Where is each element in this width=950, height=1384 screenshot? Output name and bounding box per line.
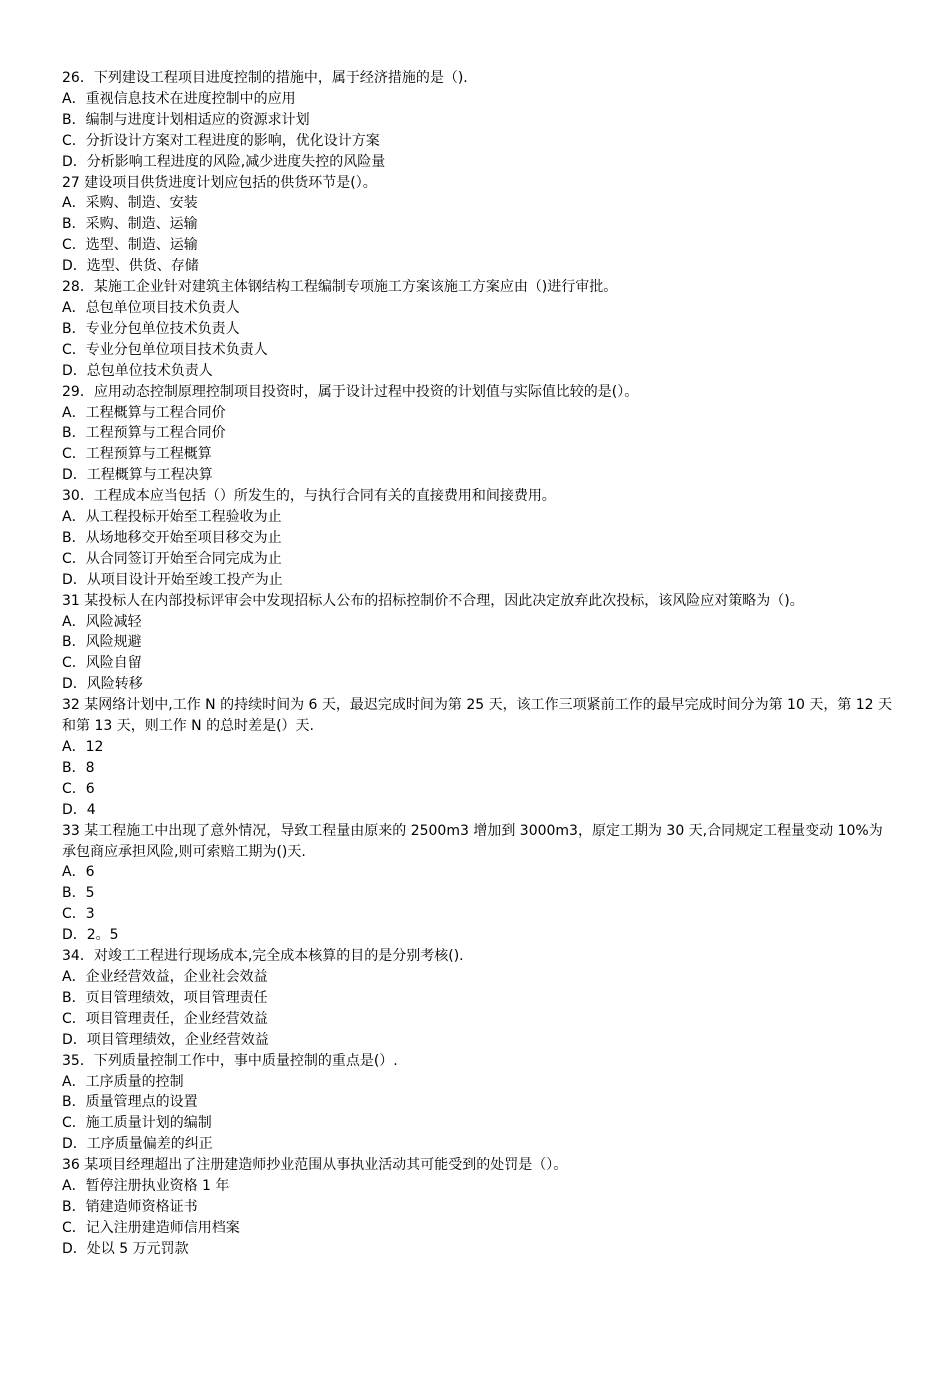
option-c: C．6 <box>62 780 95 797</box>
option-a: A．风险减轻 <box>62 613 142 630</box>
option-c: C．从合同签订开始至合同完成为止 <box>62 550 282 567</box>
option-a: A．采购、制造、安装 <box>62 195 198 212</box>
option-b: B．页目管理绩效，项目管理责任 <box>62 989 268 1006</box>
question-stem: 33 某工程施工中出现了意外情况，导致工程量由原来的 2500m3 增加到 3000m3，原定工期为 30 天,合同规定工程量变动 10%为承包商应承担风险,则可索赔工期为()天. <box>62 822 883 860</box>
option-a: A．暂停注册执业资格 1 年 <box>62 1178 230 1195</box>
option-a: A．工序质量的控制 <box>62 1073 184 1090</box>
option-b: B．从场地移交开始至项目移交为止 <box>62 529 282 546</box>
option-b: B．专业分包单位技术负责人 <box>62 320 240 337</box>
question-stem: 31 某投标人在内部投标评审会中发现招标人公布的招标控制价不合理，因此决定放弃此次投标，该风险应对策略为（)。 <box>62 592 804 609</box>
option-d: D．总包单位技术负责人 <box>62 362 213 379</box>
question-stem: 26．下列建设工程项目进度控制的措施中，属于经济措施的是（). <box>62 70 468 86</box>
option-b: B．8 <box>62 759 95 776</box>
option-d: D．选型、供货、存储 <box>62 258 199 275</box>
option-c: C．工程预算与工程概算 <box>62 446 212 463</box>
question-stem: 27 建设项目供货进度计划应包括的供货环节是(）。 <box>62 174 377 191</box>
option-c: C．选型、制造、运输 <box>62 237 198 254</box>
question-26 <box>62 68 894 173</box>
option-c: C．项目管理责任，企业经营效益 <box>62 1010 268 1027</box>
option-d: D．从项目设计开始至竣工投产为止 <box>62 571 283 588</box>
question-stem: 36 某项目经理超出了注册建造师抄业范围从事执业活动其可能受到的处罚是（）。 <box>62 1157 568 1174</box>
option-d: D．工程概算与工程决算 <box>62 467 213 484</box>
question-stem: 34．对竣工工程进行现场成本,完全成本核算的目的是分别考核(). <box>62 948 464 965</box>
question-stem: 32 某网络计划中,工作 N 的持续时间为 6 天，最迟完成时间为第 25 天，该工作三项紧前工作的最早完成时间分为第 10 天，第 12 天和第 13 天，则工作 N 的总时差是(）天. <box>62 697 893 735</box>
option-d: D．处以 5 万元罚款 <box>62 1240 189 1257</box>
option-a: A．从工程投标开始至工程验收为止 <box>62 509 282 526</box>
option-d: D．分析影响工程进度的风险,减少进度失控的风险量 <box>62 153 386 170</box>
question-29 <box>62 382 894 487</box>
question-36 <box>62 1155 894 1260</box>
option-a: A．6 <box>62 864 95 881</box>
question-35 <box>62 1051 894 1156</box>
option-b: B．质量管理点的设置 <box>62 1094 198 1111</box>
option-c: C．风险自留 <box>62 655 142 672</box>
option-a: A．重视信息技术在进度控制中的应用 <box>62 90 296 107</box>
question-31 <box>62 591 894 696</box>
question-stem: 28．某施工企业针对建筑主体钢结构工程编制专项施工方案该施工方案应由（)进行审批。 <box>62 279 618 296</box>
option-d: D．2。5 <box>62 927 119 944</box>
question-28 <box>62 277 894 382</box>
option-a: A．总包单位项目技术负责人 <box>62 299 240 316</box>
question-stem: 29．应用动态控制原理控制项目投资时，属于设计过程中投资的计划值与实际值比较的是(）。 <box>62 383 639 400</box>
option-b: B．工程预算与工程合同价 <box>62 425 226 442</box>
document-page <box>62 68 894 1260</box>
option-a: A．企业经营效益，企业社会效益 <box>62 968 268 985</box>
question-27 <box>62 173 894 278</box>
option-c: C．分折设计方案对工程进度的影响，优化设计方案 <box>62 132 380 149</box>
option-b: B．编制与进度计划相适应的资源求计划 <box>62 111 310 128</box>
question-stem: 30．工程成本应当包括（）所发生的，与执行合同有关的直接费用和间接费用。 <box>62 488 556 505</box>
question-32 <box>62 695 894 820</box>
option-b: B．风险规避 <box>62 634 142 651</box>
option-c: C．3 <box>62 906 95 923</box>
option-d: D．4 <box>62 801 96 818</box>
option-b: B．采购、制造、运输 <box>62 216 198 233</box>
option-b: B．销建造师资格证书 <box>62 1198 198 1215</box>
question-stem: 35．下列质量控制工作中，事中质量控制的重点是(）. <box>62 1052 398 1069</box>
option-c: C．专业分包单位项目技术负责人 <box>62 341 268 358</box>
option-c: C．施工质量计划的编制 <box>62 1115 212 1132</box>
option-c: C．记入注册建造师信用档案 <box>62 1219 240 1236</box>
option-d: D．工序质量偏差的纠正 <box>62 1136 213 1153</box>
option-b: B．5 <box>62 885 95 902</box>
question-33 <box>62 821 894 946</box>
option-d: D．风险转移 <box>62 676 143 693</box>
option-a: A．12 <box>62 739 104 755</box>
option-d: D．项目管理绩效，企业经营效益 <box>62 1031 269 1048</box>
question-30 <box>62 486 894 591</box>
question-34 <box>62 946 894 1051</box>
option-a: A．工程概算与工程合同价 <box>62 404 226 421</box>
